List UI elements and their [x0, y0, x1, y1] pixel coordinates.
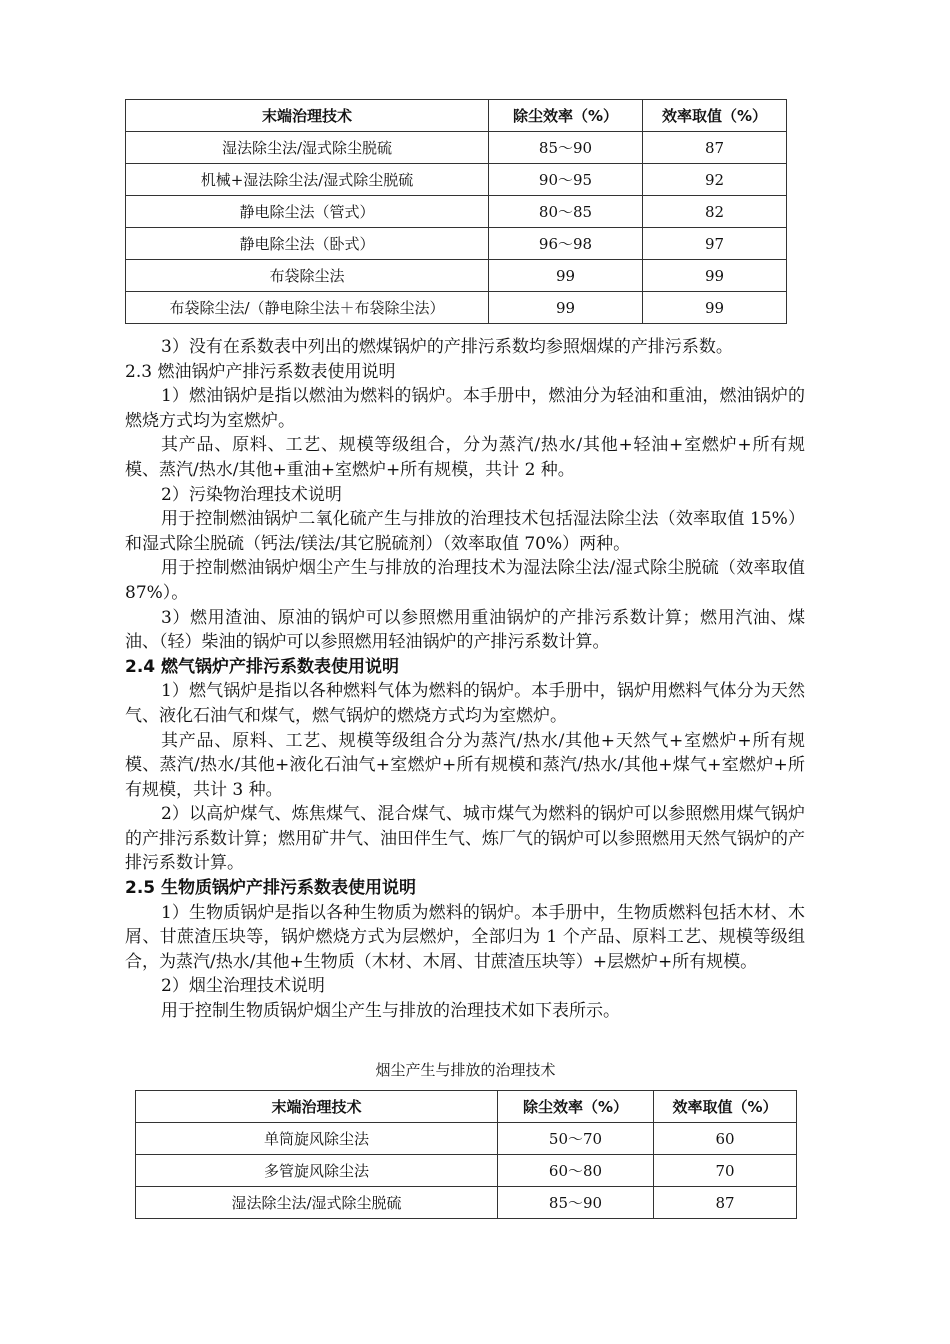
table-caption: 烟尘产生与排放的治理技术	[375, 1061, 556, 1079]
cell-technology: 静电除尘法（卧式）	[126, 228, 489, 260]
cell-efficiency: 96～98	[489, 228, 643, 260]
paragraph: 1）燃气锅炉是指以各种燃料气体为燃料的锅炉。本手册中，锅炉用燃料气体分为天然气、液化石油气和煤气，燃气锅炉的燃烧方式均为室燃炉。	[125, 681, 805, 726]
header-efficiency: 除尘效率（%）	[489, 100, 643, 132]
paragraph: 2）污染物治理技术说明	[161, 484, 342, 505]
table-row	[126, 292, 787, 324]
paragraph: 用于控制燃油锅炉烟尘产生与排放的治理技术为湿法除尘法/湿式除尘脱硫（效率取值 87%）。	[125, 558, 805, 603]
cell-value: 70	[654, 1155, 797, 1187]
table-row	[126, 260, 787, 292]
table-row	[126, 196, 787, 228]
cell-value: 97	[643, 228, 787, 260]
cell-efficiency: 99	[489, 292, 643, 324]
header-technology: 末端治理技术	[126, 100, 489, 132]
table-header-row	[136, 1091, 797, 1123]
cell-value: 99	[643, 260, 787, 292]
cell-technology: 单筒旋风除尘法	[136, 1123, 498, 1155]
paragraph: 用于控制生物质锅炉烟尘产生与排放的治理技术如下表所示。	[161, 1001, 620, 1022]
cell-technology: 布袋除尘法	[126, 260, 489, 292]
cell-value: 92	[643, 164, 787, 196]
section-heading-2-5: 2.5 生物质锅炉产排污系数表使用说明	[125, 878, 417, 899]
paragraph: 其产品、原料、工艺、规模等级组合分为蒸汽/热水/其他+天然气+室燃炉+所有规模、蒸汽/热水/其他+液化石油气+室燃炉+所有规模和蒸汽/热水/其他+煤气+室燃炉+所有规模，共计 3 种。	[125, 730, 805, 800]
dust-removal-table-biomass	[135, 1090, 797, 1219]
cell-technology: 静电除尘法（管式）	[126, 196, 489, 228]
dust-removal-table-coal	[125, 99, 787, 324]
cell-value: 60	[654, 1123, 797, 1155]
cell-efficiency: 85～90	[489, 132, 643, 164]
table-row	[136, 1187, 797, 1219]
paragraph: 1）生物质锅炉是指以各种生物质为燃料的锅炉。本手册中，生物质燃料包括木材、木屑、甘蔗渣压块等，锅炉燃烧方式为层燃炉，全部归为 1 个产品、原料工艺、规模等级组合，为蒸汽/热水/其他+生物质（木材、木屑、甘蔗渣压块等）+层燃炉+所有规模。	[125, 902, 805, 972]
body-text	[125, 335, 805, 1024]
section-heading-2-4: 2.4 燃气锅炉产排污系数表使用说明	[125, 656, 400, 677]
table-row	[126, 132, 787, 164]
cell-value: 99	[643, 292, 787, 324]
cell-efficiency: 50～70	[498, 1123, 654, 1155]
table-row	[136, 1155, 797, 1187]
table-row	[126, 228, 787, 260]
cell-technology: 多管旋风除尘法	[136, 1155, 498, 1187]
cell-efficiency: 90～95	[489, 164, 643, 196]
header-efficiency-value: 效率取值（%）	[643, 100, 787, 132]
cell-efficiency: 85～90	[498, 1187, 654, 1219]
cell-value: 87	[643, 132, 787, 164]
paragraph: 用于控制燃油锅炉二氧化硫产生与排放的治理技术包括湿法除尘法（效率取值 15%）和湿式除尘脱硫（钙法/镁法/其它脱硫剂）（效率取值 70%）两种。	[125, 509, 805, 554]
header-efficiency: 除尘效率（%）	[498, 1091, 654, 1123]
paragraph: 3）没有在系数表中列出的燃煤锅炉的产排污系数均参照烟煤的产排污系数。	[161, 337, 733, 357]
header-technology: 末端治理技术	[136, 1091, 498, 1123]
cell-technology: 机械+湿法除尘法/湿式除尘脱硫	[126, 164, 489, 196]
paragraph: 1）燃油锅炉是指以燃油为燃料的锅炉。本手册中，燃油分为轻油和重油，燃油锅炉的燃烧方式均为室燃炉。	[125, 386, 805, 431]
table-row	[136, 1123, 797, 1155]
cell-technology: 布袋除尘法/（静电除尘法＋布袋除尘法）	[126, 292, 489, 324]
cell-value: 82	[643, 196, 787, 228]
header-efficiency-value: 效率取值（%）	[654, 1091, 797, 1123]
cell-efficiency: 99	[489, 260, 643, 292]
cell-technology: 湿法除尘法/湿式除尘脱硫	[126, 132, 489, 164]
section-heading-2-3: 2.3 燃油锅炉产排污系数表使用说明	[125, 361, 396, 382]
table-header-row	[126, 100, 787, 132]
paragraph: 2）以高炉煤气、炼焦煤气、混合煤气、城市煤气为燃料的锅炉可以参照燃用煤气锅炉的产排污系数计算；燃用矿井气、油田伴生气、炼厂气的锅炉可以参照燃用天然气锅炉的产排污系数计算。	[125, 804, 805, 874]
paragraph: 3）燃用渣油、原油的锅炉可以参照燃用重油锅炉的产排污系数计算；燃用汽油、煤油、（轻）柴油的锅炉可以参照燃用轻油锅炉的产排污系数计算。	[125, 607, 805, 653]
cell-technology: 湿法除尘法/湿式除尘脱硫	[136, 1187, 498, 1219]
paragraph: 其产品、原料、工艺、规模等级组合，分为蒸汽/热水/其他+轻油+室燃炉+所有规模、蒸汽/热水/其他+重油+室燃炉+所有规模，共计 2 种。	[125, 435, 805, 480]
table-row	[126, 164, 787, 196]
cell-value: 87	[654, 1187, 797, 1219]
paragraph: 2）烟尘治理技术说明	[161, 976, 325, 997]
cell-efficiency: 60～80	[498, 1155, 654, 1187]
cell-efficiency: 80～85	[489, 196, 643, 228]
